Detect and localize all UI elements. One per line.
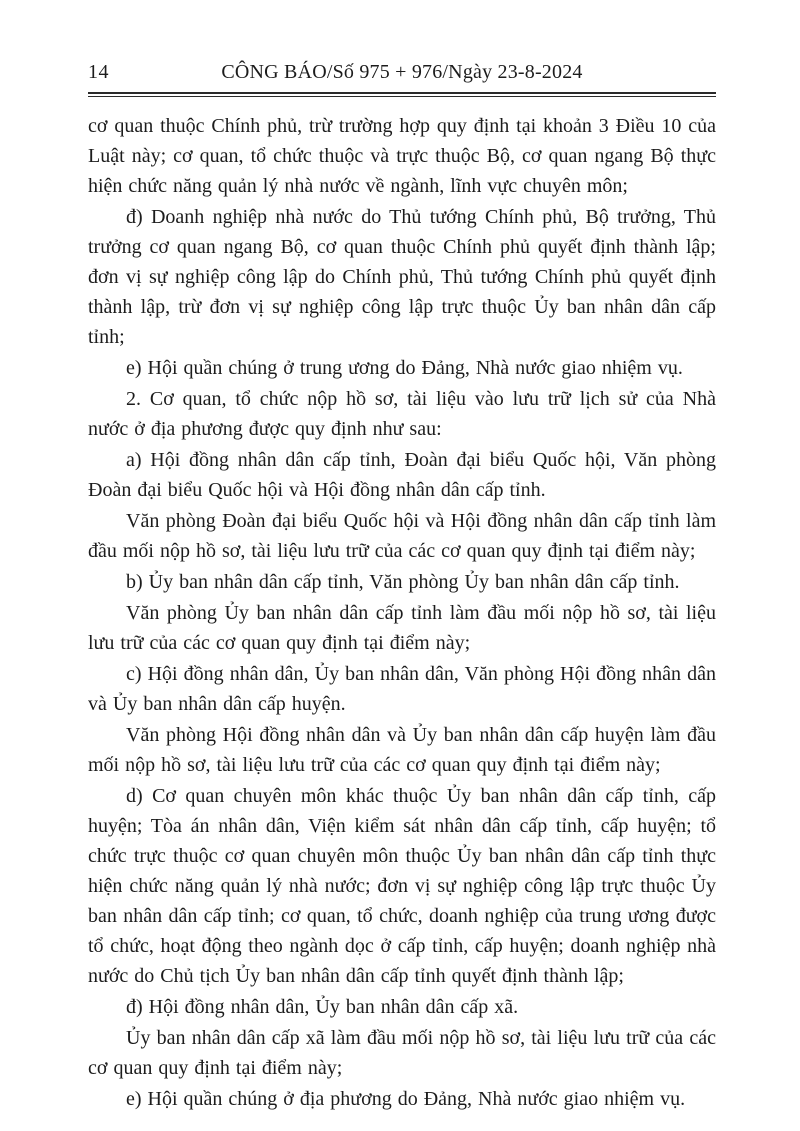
paragraph-point-b-note: Văn phòng Ủy ban nhân dân cấp tỉnh làm đầu mối nộp hồ sơ, tài liệu lưu trữ của các cơ quan quy định tại điểm này;	[88, 602, 716, 654]
paragraph-point-b: b) Ủy ban nhân dân cấp tỉnh, Văn phòng Ủy ban nhân dân cấp tỉnh.	[126, 571, 680, 593]
page-number: 14	[88, 61, 109, 83]
paragraph-point-d: d) Cơ quan chuyên môn khác thuộc Ủy ban nhân dân cấp tỉnh, cấp huyện; Tòa án nhân dân, Viện kiểm sát nhân dân cấp tỉnh, cấp huyện; tổ chức trực thuộc cơ quan chuyên môn thuộc Ủy ban nhân dân cấp tỉnh thực hiện chức năng quản lý nhà nước; đơn vị sự nghiệp công lập trực thuộc Ủy ban nhân dân cấp tỉnh; cơ quan, tổ chức, doanh nghiệp của trung ương được tổ chức, hoạt động theo ngành dọc ở cấp tỉnh, cấp huyện; doanh nghiệp nhà nước do Chủ tịch Ủy ban nhân dân cấp tỉnh quyết định thành lập;	[88, 785, 716, 987]
paragraph-point-c-note: Văn phòng Hội đồng nhân dân và Ủy ban nhân dân cấp huyện làm đầu mối nộp hồ sơ, tài liệu lưu trữ của các cơ quan quy định tại điểm này;	[88, 724, 716, 776]
header-row	[88, 60, 716, 84]
gazette-title: CÔNG BÁO/Số 975 + 976/Ngày 23-8-2024	[221, 61, 583, 83]
paragraph-point-e2: e) Hội quần chúng ở địa phương do Đảng, Nhà nước giao nhiệm vụ.	[126, 1088, 686, 1110]
document-body	[88, 111, 716, 1114]
paragraph-point-a-note: Văn phòng Đoàn đại biểu Quốc hội và Hội đồng nhân dân cấp tỉnh làm đầu mối nộp hồ sơ, tài liệu lưu trữ của các cơ quan quy định tại điểm này;	[88, 510, 716, 562]
header-divider-rule	[88, 92, 716, 97]
paragraph-point-c: c) Hội đồng nhân dân, Ủy ban nhân dân, Văn phòng Hội đồng nhân dân và Ủy ban nhân dân cấp huyện.	[88, 663, 716, 715]
paragraph-point-e: e) Hội quần chúng ở trung ương do Đảng, Nhà nước giao nhiệm vụ.	[126, 357, 683, 379]
page-header	[88, 60, 716, 97]
paragraph-point-dd2-note: Ủy ban nhân dân cấp xã làm đầu mối nộp hồ sơ, tài liệu lưu trữ của các cơ quan quy định tại điểm này;	[88, 1027, 716, 1079]
paragraph-clause-2: 2. Cơ quan, tổ chức nộp hồ sơ, tài liệu vào lưu trữ lịch sử của Nhà nước ở địa phương được quy định như sau:	[88, 388, 716, 440]
paragraph-point-dd2: đ) Hội đồng nhân dân, Ủy ban nhân dân cấp xã.	[126, 996, 519, 1018]
paragraph-point-a: a) Hội đồng nhân dân cấp tỉnh, Đoàn đại biểu Quốc hội, Văn phòng Đoàn đại biểu Quốc hội và Hội đồng nhân dân cấp tỉnh.	[88, 449, 716, 501]
paragraph-continuation: cơ quan thuộc Chính phủ, trừ trường hợp quy định tại khoản 3 Điều 10 của Luật này; cơ quan, tổ chức thuộc và trực thuộc Bộ, cơ quan ngang Bộ thực hiện chức năng quản lý nhà nước về ngành, lĩnh vực chuyên môn;	[88, 115, 716, 197]
paragraph-point-dd: đ) Doanh nghiệp nhà nước do Thủ tướng Chính phủ, Bộ trưởng, Thủ trưởng cơ quan ngang Bộ, cơ quan thuộc Chính phủ quyết định thành lập; đơn vị sự nghiệp công lập do Chính phủ, Thủ tướng Chính phủ quyết định thành lập, trừ đơn vị sự nghiệp công lập trực thuộc Ủy ban nhân dân cấp tỉnh;	[88, 206, 716, 348]
